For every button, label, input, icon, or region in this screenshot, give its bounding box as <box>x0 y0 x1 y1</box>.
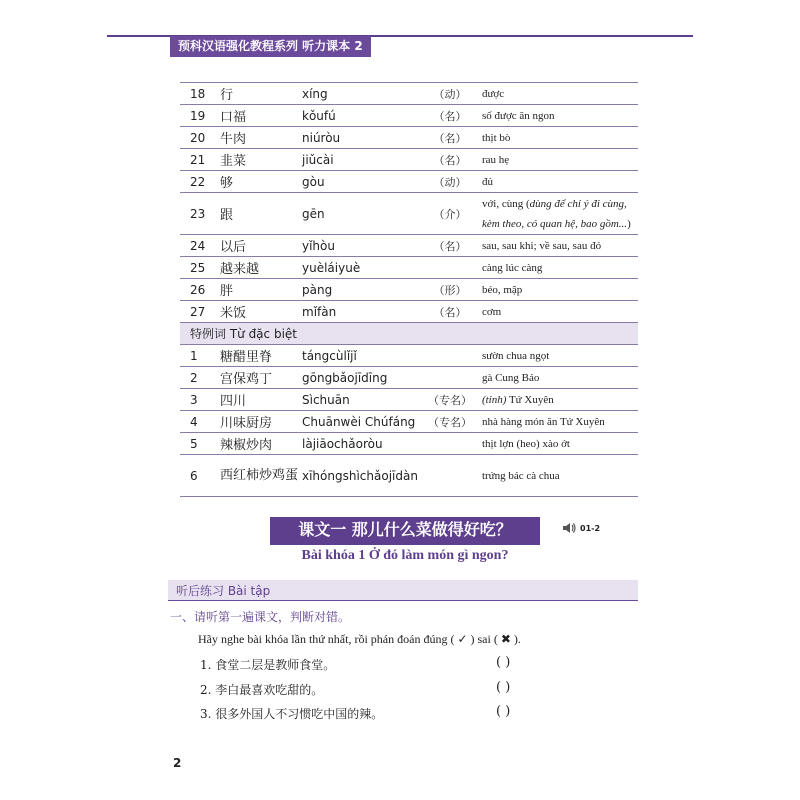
audio-track[interactable] <box>562 521 600 534</box>
meaning-cell: sau, sau khi; về sau, sau đó <box>482 235 638 257</box>
table-row <box>180 345 638 367</box>
hanzi-cell: 川味厨房 <box>220 411 302 433</box>
meaning-cell: đủ <box>482 171 638 193</box>
hanzi-cell: 辣椒炒肉 <box>220 433 302 455</box>
pinyin-cell: xīhóngshìchǎojīdàn <box>302 455 418 497</box>
meaning-cell: số được ăn ngon <box>482 105 638 127</box>
pinyin-cell: pàng <box>302 279 418 301</box>
pinyin-cell: Chuānwèi Chúfáng <box>302 411 418 433</box>
table-row <box>180 193 638 235</box>
hanzi-cell: 胖 <box>220 279 302 301</box>
answer-blank[interactable]: ( ) <box>496 655 511 670</box>
table-row <box>180 411 638 433</box>
part-of-speech-cell <box>418 455 482 497</box>
exercise-title: 一、请听第一遍课文，判断对错。 <box>170 610 351 624</box>
table-row <box>180 257 638 279</box>
meaning-cell: rau hẹ <box>482 149 638 171</box>
meaning-cell <box>482 193 638 235</box>
row-number: 4 <box>180 411 220 433</box>
part-of-speech-cell: （动） <box>418 171 482 193</box>
table-row <box>180 83 638 105</box>
meaning-cell: sườn chua ngọt <box>482 345 638 367</box>
table-row <box>180 235 638 257</box>
hanzi-cell: 牛肉 <box>220 127 302 149</box>
meaning-text: ) <box>627 217 631 230</box>
row-number: 6 <box>180 455 220 497</box>
part-of-speech-cell: （名） <box>418 301 482 323</box>
row-number: 27 <box>180 301 220 323</box>
part-of-speech-cell: （介） <box>418 193 482 235</box>
meaning-cell: nhà hàng món ăn Tứ Xuyên <box>482 411 638 433</box>
row-number: 21 <box>180 149 220 171</box>
hanzi-cell: 韭菜 <box>220 149 302 171</box>
pinyin-cell: jiǔcài <box>302 149 418 171</box>
row-number: 5 <box>180 433 220 455</box>
meaning-text: với, cùng ( <box>481 197 530 210</box>
part-of-speech-cell: （名） <box>418 235 482 257</box>
meaning-note: dùng để chỉ ý đi cùng, kèm theo, có quan hệ, bao gồm... <box>481 197 628 230</box>
pinyin-cell: mǐfàn <box>302 301 418 323</box>
page-number: 2 <box>173 756 182 770</box>
series-header: 预科汉语强化教程系列 听力课本 2 <box>170 36 371 57</box>
table-row <box>180 149 638 171</box>
section-row <box>180 323 638 345</box>
exercise-item: 3. 很多外国人不习惯吃中国的辣。 <box>200 707 384 721</box>
table-row <box>180 127 638 149</box>
pinyin-cell: gòu <box>302 171 418 193</box>
row-number: 22 <box>180 171 220 193</box>
table-row <box>180 171 638 193</box>
meaning-cell: càng lúc càng <box>482 257 638 279</box>
row-number: 25 <box>180 257 220 279</box>
lesson-subtitle: Bài khóa 1 Ở đó làm món gì ngon? <box>301 548 509 563</box>
table-row <box>180 455 638 497</box>
pinyin-cell: niúròu <box>302 127 418 149</box>
lesson-title: 课文一 那儿什么菜做得好吃？ <box>270 517 540 543</box>
hanzi-cell: 够 <box>220 171 302 193</box>
part-of-speech-cell: （专名） <box>418 411 482 433</box>
row-number: 1 <box>180 345 220 367</box>
table-row <box>180 301 638 323</box>
hanzi-cell: 越来越 <box>220 257 302 279</box>
pinyin-cell: xíng <box>302 83 418 105</box>
row-number: 2 <box>180 367 220 389</box>
hanzi-cell: 跟 <box>220 193 302 235</box>
speaker-icon <box>562 522 576 534</box>
hanzi-cell: 行 <box>220 83 302 105</box>
meaning-cell: thịt bò <box>482 127 638 149</box>
meaning-cell: được <box>482 83 638 105</box>
section-label: 特例词 Từ đặc biệt <box>180 323 638 345</box>
meaning-cell: gà Cung Bảo <box>482 367 638 389</box>
table-row <box>180 105 638 127</box>
meaning-note: (tỉnh) <box>481 393 507 406</box>
pinyin-cell: làjiāochǎoròu <box>302 433 418 455</box>
table-row <box>180 389 638 411</box>
exercise-item: 2. 李白最喜欢吃甜的。 <box>200 683 324 697</box>
table-row <box>180 433 638 455</box>
meaning-cell <box>482 389 638 411</box>
row-number: 3 <box>180 389 220 411</box>
part-of-speech-cell: （名） <box>418 105 482 127</box>
table-row <box>180 279 638 301</box>
hanzi-cell: 四川 <box>220 389 302 411</box>
exercise-header-label: 听后练习 Bài tập <box>176 584 271 598</box>
pinyin-cell: kǒufú <box>302 105 418 127</box>
hanzi-cell: 糖醋里脊 <box>220 345 302 367</box>
pinyin-cell: Sìchuān <box>302 389 418 411</box>
lesson-rule <box>270 543 540 545</box>
answer-blank[interactable]: ( ) <box>496 704 511 719</box>
row-number: 26 <box>180 279 220 301</box>
meaning-text: Tứ Xuyên <box>506 393 554 406</box>
hanzi-cell: 以后 <box>220 235 302 257</box>
meaning-cell: cơm <box>482 301 638 323</box>
meaning-cell: béo, mập <box>482 279 638 301</box>
row-number: 18 <box>180 83 220 105</box>
table-row <box>180 367 638 389</box>
exercise-instruction: Hãy nghe bài khóa lần thứ nhất, rồi phán đoán đúng ( ✓ ) sai ( ✖ ). <box>198 632 521 646</box>
row-number: 19 <box>180 105 220 127</box>
part-of-speech-cell <box>418 345 482 367</box>
meaning-cell: thịt lợn (heo) xào ớt <box>482 433 638 455</box>
part-of-speech-cell: （名） <box>418 149 482 171</box>
meaning-cell: trứng bác cà chua <box>482 455 638 497</box>
row-number: 23 <box>180 193 220 235</box>
answer-blank[interactable]: ( ) <box>496 680 511 695</box>
hanzi-cell: 宫保鸡丁 <box>220 367 302 389</box>
part-of-speech-cell: （形） <box>418 279 482 301</box>
hanzi-cell: 口福 <box>220 105 302 127</box>
exercise-header <box>168 580 638 601</box>
row-number: 24 <box>180 235 220 257</box>
part-of-speech-cell: （动） <box>418 83 482 105</box>
part-of-speech-cell <box>418 367 482 389</box>
hanzi-cell: 米饭 <box>220 301 302 323</box>
pinyin-cell: tángcùlǐjǐ <box>302 345 418 367</box>
pinyin-cell: yǐhòu <box>302 235 418 257</box>
part-of-speech-cell: （名） <box>418 127 482 149</box>
pinyin-cell: yuèláiyuè <box>302 257 418 279</box>
row-number: 20 <box>180 127 220 149</box>
pinyin-cell: gōngbǎojīdīng <box>302 367 418 389</box>
exercise-item: 1. 食堂二层是教师食堂。 <box>200 658 336 672</box>
vocabulary-table <box>180 82 638 497</box>
pinyin-cell: gēn <box>302 193 418 235</box>
part-of-speech-cell <box>418 433 482 455</box>
audio-code: 01-2 <box>580 523 601 533</box>
hanzi-cell: 西红柿炒鸡蛋 <box>220 455 302 497</box>
part-of-speech-cell <box>418 257 482 279</box>
part-of-speech-cell: （专名） <box>418 389 482 411</box>
